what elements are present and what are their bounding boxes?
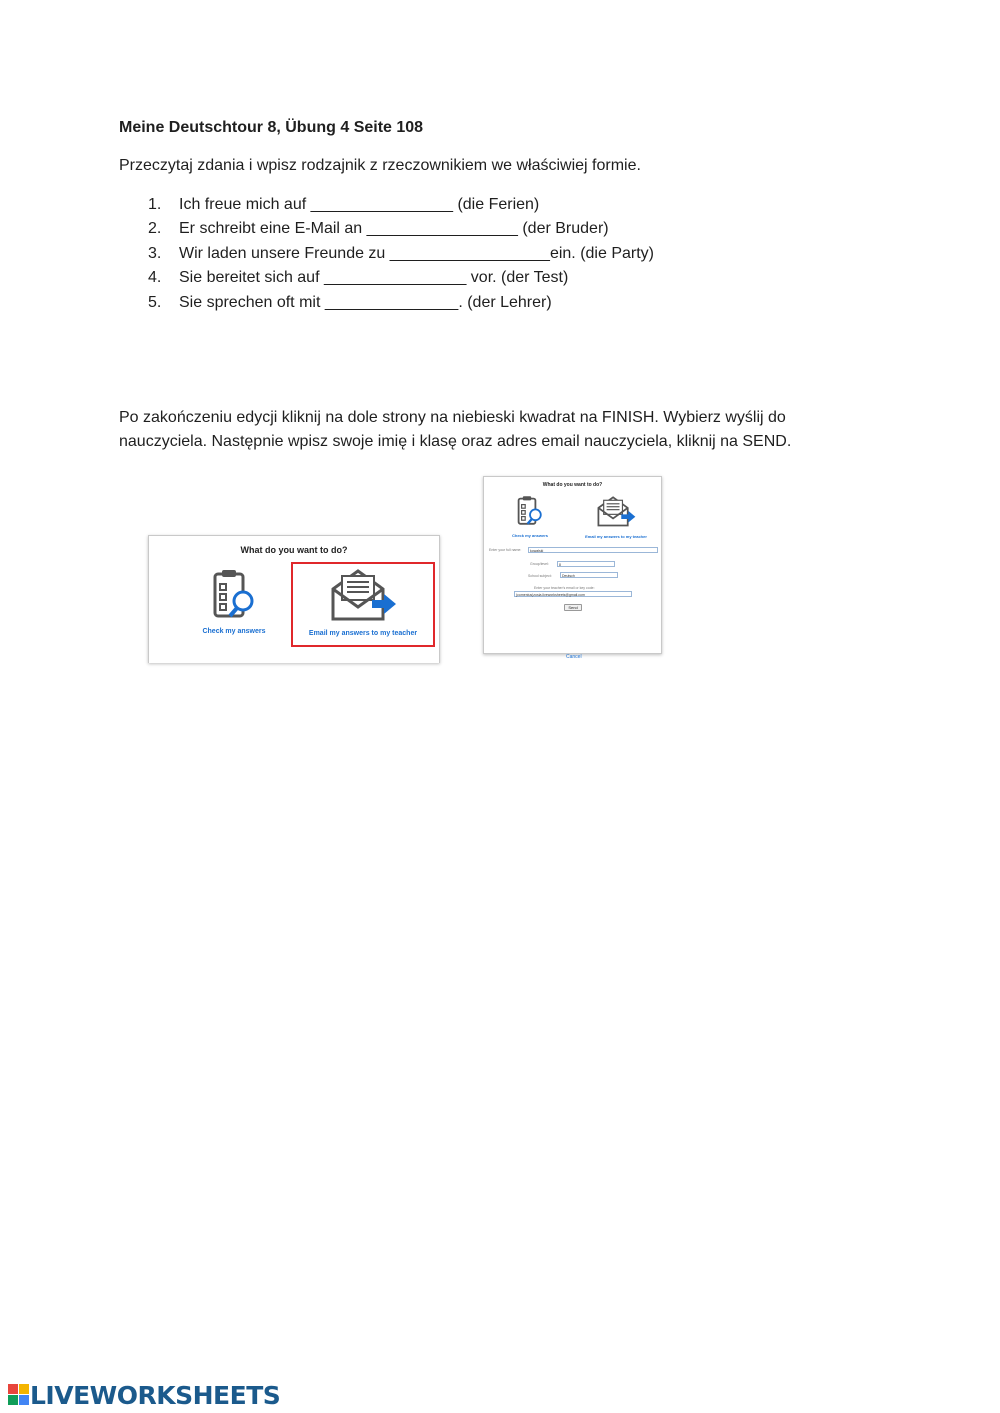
name-label: Enter your full name: — [489, 548, 522, 552]
clipboard-magnifier-icon — [209, 568, 259, 623]
liveworksheets-logo — [8, 1380, 280, 1410]
item-number: 3. — [148, 244, 162, 262]
check-answers-option — [502, 495, 558, 538]
instruction-text: Przeczytaj zdania i wpisz rodzajnik z rzeczownikiem we właściwiej formie. — [119, 157, 641, 174]
exercise-item — [148, 219, 654, 243]
teacher-email-field: (comenius)zosia.liveworksheets@gmail.com — [514, 591, 632, 597]
item-text: Wir laden unsere Freunde zu __________________ein. (die Party) — [179, 244, 654, 262]
item-text: Sie bereitet sich auf ________________ vor. (der Test) — [179, 269, 569, 287]
check-answers-label: Check my answers — [202, 628, 266, 635]
cancel-link: Cancel — [566, 654, 582, 660]
envelope-arrow-icon — [595, 495, 637, 529]
item-number: 1. — [148, 196, 162, 213]
finish-instructions: Po zakończeniu edycji kliknij na dole strony na niebieski kwadrat na FINISH. Wybierz wyślij do nauczyciela. Następnie wpisz swoje imię i klasę oraz adres email nauczyciela, kliknij na SEND. — [119, 409, 792, 450]
item-number: 5. — [148, 293, 162, 311]
item-text: Er schreibt eine E-Mail an _________________ (der Bruder) — [179, 220, 609, 238]
name-field: kowalski — [528, 547, 658, 553]
group-field: 8 — [557, 561, 615, 567]
subject-field: Deutsch — [560, 572, 618, 578]
logo-text: LIVEWORKSHEETS — [30, 1380, 281, 1410]
email-teacher-option — [576, 495, 656, 539]
item-text: Ich freue mich auf ________________ (die Ferien) — [179, 196, 540, 213]
email-form-screenshot — [483, 476, 662, 654]
item-number: 2. — [148, 220, 162, 238]
email-teacher-option — [291, 562, 435, 647]
exercise-item — [148, 244, 654, 268]
item-text: Sie sprechen oft mit _______________. (der Lehrer) — [179, 293, 552, 311]
envelope-arrow-icon — [328, 567, 398, 625]
check-answers-option — [179, 568, 289, 635]
worksheet-title: Meine Deutschtour 8, Übung 4 Seite 108 — [119, 119, 424, 136]
dialog-question: What do you want to do? — [240, 545, 348, 555]
exercise-item — [148, 268, 654, 292]
dialog-question: What do you want to do? — [542, 482, 603, 488]
teacher-email-label: Enter your teacher's email or key code: — [534, 586, 595, 590]
exercise-item — [148, 195, 654, 219]
email-teacher-label: Email my answers to my teacher — [308, 630, 418, 637]
subject-label: School subject: — [528, 574, 552, 578]
item-number: 4. — [148, 269, 162, 287]
clipboard-magnifier-icon — [515, 495, 545, 528]
group-label: Group/level: — [530, 562, 549, 566]
email-teacher-label: Email my answers to my teacher — [585, 534, 647, 539]
check-answers-label: Check my answers — [511, 533, 549, 538]
exercise-item — [148, 293, 654, 317]
finish-dialog-screenshot — [148, 535, 440, 663]
logo-blocks-icon — [8, 1384, 30, 1406]
exercise-list — [148, 195, 654, 317]
send-button: Send — [564, 604, 582, 611]
